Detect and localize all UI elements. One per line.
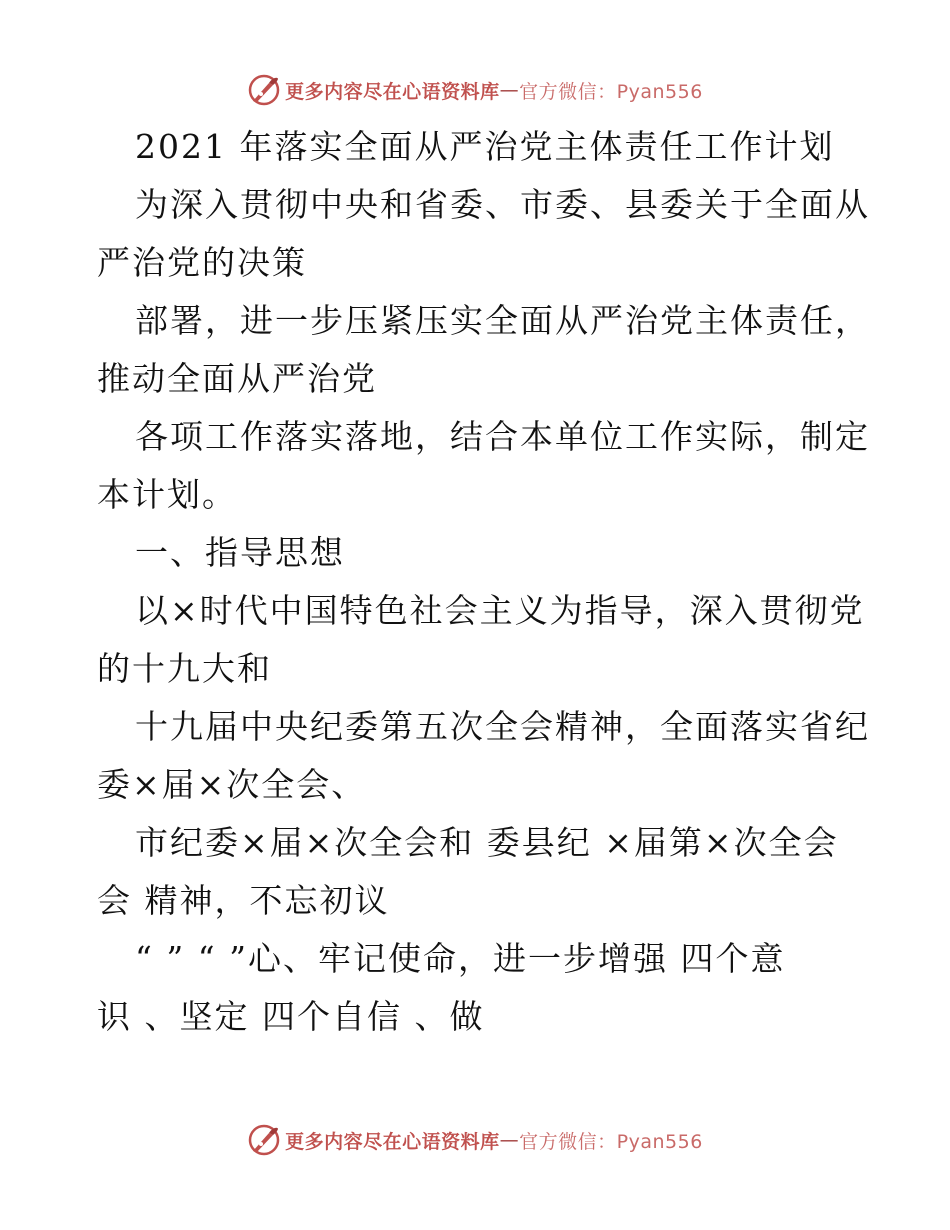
paragraph-line: 十九届中央纪委第五次全会精神，全面落实省纪 — [135, 707, 870, 746]
document-title: 2021 年落实全面从严治党主体责任工作计划 — [135, 127, 835, 166]
watermark-main-text: 更多内容尽在心语资料库 — [285, 1130, 500, 1153]
paragraph-line: 的十九大和 — [97, 649, 272, 688]
paragraph-line: 各项工作落实落地，结合本单位工作实际，制定 — [135, 417, 870, 456]
paragraph-line: 以×时代中国特色社会主义为指导，深入贯彻党 — [135, 591, 865, 630]
watermark-banner-bottom — [0, 1120, 950, 1160]
watermark-separator: — — [499, 1129, 520, 1151]
document-body — [97, 118, 870, 1046]
watermark-banner-top — [0, 70, 950, 110]
paragraph-line: 市纪委×届×次全会和 委县纪 ×届第×次全会 — [135, 823, 839, 862]
paragraph-line: 为深入贯彻中央和省委、市委、县委关于全面从 — [135, 185, 870, 224]
paragraph-line: 推动全面从严治党 — [97, 359, 377, 398]
quill-pen-logo-icon — [247, 1123, 281, 1157]
paragraph-line: 严治党的决策 — [97, 243, 307, 282]
paragraph-line: 委×届×次全会、 — [97, 765, 367, 804]
watermark-wechat-text: 官方微信：Pyan556 — [519, 80, 703, 103]
paragraph-line: 识 、坚定 四个自信 、做 — [97, 997, 485, 1036]
section-heading: 一、指导思想 — [135, 533, 345, 572]
watermark-main-text: 更多内容尽在心语资料库 — [285, 80, 500, 103]
watermark-separator: — — [499, 79, 520, 101]
quill-pen-logo-icon — [247, 73, 281, 107]
paragraph-line: “ ” “ ”心、牢记使命，进一步增强 四个意 — [135, 939, 786, 978]
watermark-wechat-text: 官方微信：Pyan556 — [519, 1130, 703, 1153]
paragraph-line: 会 精神，不忘初议 — [97, 881, 390, 920]
paragraph-line: 部署，进一步压紧压实全面从严治党主体责任， — [135, 301, 870, 340]
paragraph-line: 本计划。 — [97, 475, 237, 514]
